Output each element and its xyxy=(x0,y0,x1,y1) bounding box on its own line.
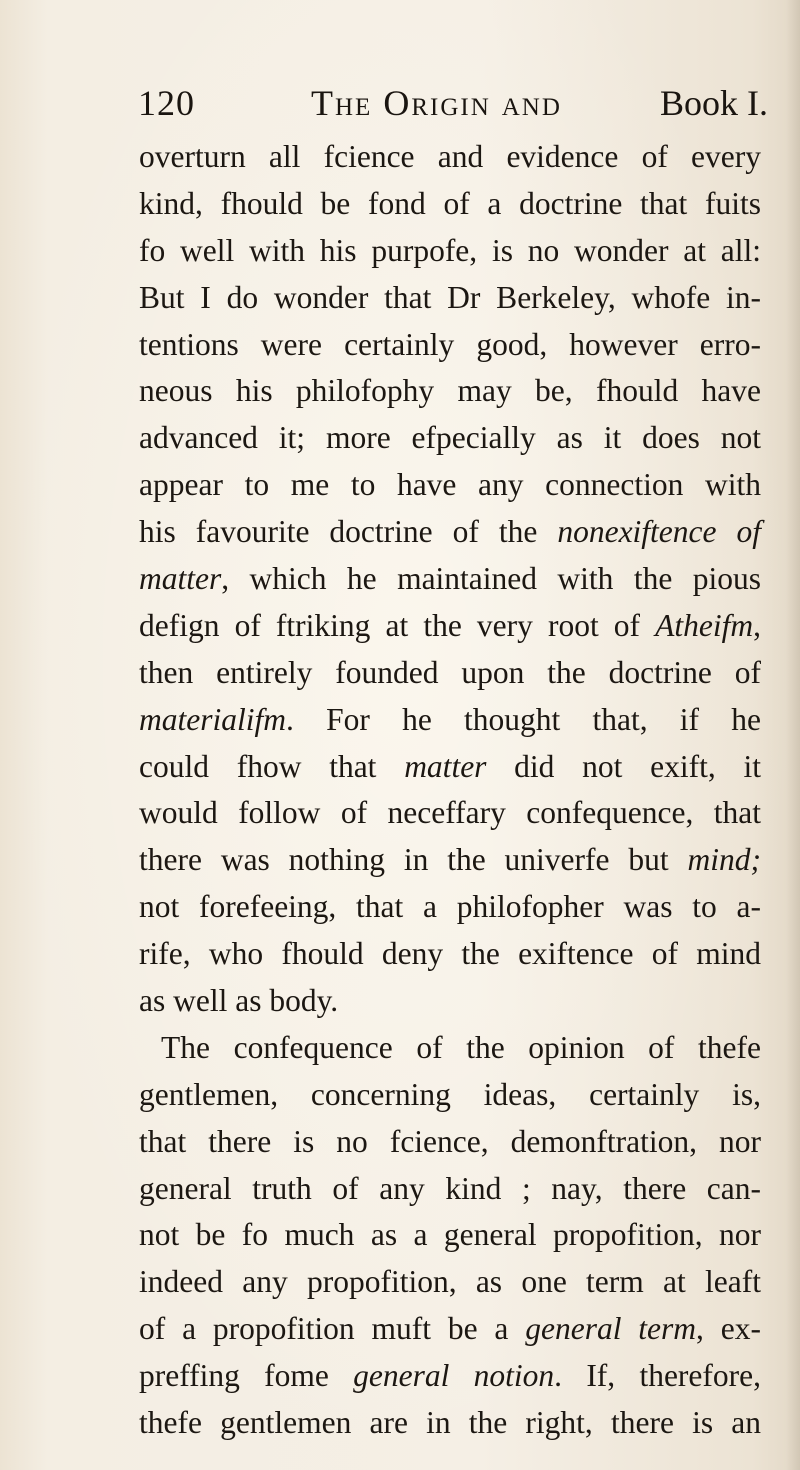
text-line xyxy=(139,509,761,556)
italic-span: general notion xyxy=(353,1358,555,1394)
text-span: advanced it; more efpecially as it does not xyxy=(139,420,761,456)
italic-span: Atheifm xyxy=(655,607,754,643)
running-head: The Origin and xyxy=(311,83,562,123)
text-span: his favourite doctrine of the xyxy=(139,514,558,550)
text-line xyxy=(139,462,761,509)
text-span: tentions were certainly good, however erro- xyxy=(139,326,761,362)
text-span: fo well with his purpofe, is no wonder at all: xyxy=(139,232,761,268)
text-line xyxy=(139,415,761,462)
text-span: preffing fome xyxy=(139,1358,354,1394)
text-line xyxy=(139,134,761,181)
italic-span: materialifm xyxy=(139,701,286,737)
text-span: defign of ftriking at the very root of xyxy=(139,607,656,643)
text-span: overturn all fcience and evidence of every xyxy=(139,139,761,174)
page-edge-shadow xyxy=(786,0,800,1470)
text-span: that there is no fcience, demonftration, nor xyxy=(139,1123,761,1159)
text-span: as well as body. xyxy=(139,983,339,1019)
text-span: , ex- xyxy=(696,1311,761,1347)
italic-span: matter xyxy=(404,748,487,784)
page-header xyxy=(138,78,768,128)
text-span: general truth of any kind ; nay, there can- xyxy=(139,1170,761,1206)
text-line xyxy=(139,1259,761,1306)
text-span: did not exift, it xyxy=(486,748,761,784)
text-line xyxy=(139,181,761,228)
text-line xyxy=(139,884,761,931)
text-span: there was nothing in the univerfe but xyxy=(139,842,688,878)
text-span: , which he maintained with the pious xyxy=(221,561,761,597)
text-span: indeed any propofition, as one term at leaft xyxy=(139,1264,761,1300)
text-line xyxy=(139,931,761,978)
italic-span: mind; xyxy=(687,842,761,878)
text-line xyxy=(139,1166,761,1213)
text-span: not be fo much as a general propofition, nor xyxy=(139,1217,761,1253)
text-line xyxy=(139,275,761,322)
text-line xyxy=(139,556,761,603)
text-line xyxy=(139,603,761,650)
text-line xyxy=(139,228,761,275)
text-span: rife, who fhould deny the exiftence of mind xyxy=(139,936,761,972)
text-span: of a propofition muft be a xyxy=(139,1311,526,1347)
text-span: kind, fhould be fond of a doctrine that fuits xyxy=(139,185,761,221)
text-line xyxy=(139,650,761,697)
text-line xyxy=(139,1306,761,1353)
body-text xyxy=(139,134,761,1447)
italic-span: nonexiftence of xyxy=(557,514,761,550)
page-number: 120 xyxy=(138,83,195,123)
italic-span: matter xyxy=(139,561,222,597)
text-span: thefe gentlemen are in the right, there is an xyxy=(139,1405,761,1441)
text-span: But I do wonder that Dr Berkeley, whofe in- xyxy=(139,279,761,315)
text-line xyxy=(139,1212,761,1259)
text-line xyxy=(139,1072,761,1119)
italic-span: general term xyxy=(525,1311,697,1347)
text-span: not forefeeing, that a philofopher was to a- xyxy=(139,889,761,925)
text-line xyxy=(139,1400,761,1447)
text-line xyxy=(139,790,761,837)
text-line xyxy=(139,837,761,884)
text-line xyxy=(139,1353,761,1400)
book-label: Book I. xyxy=(660,83,768,123)
text-line xyxy=(139,1119,761,1166)
text-line xyxy=(139,368,761,415)
text-line xyxy=(139,697,761,744)
text-line xyxy=(139,322,761,369)
text-span: gentlemen, concerning ideas, certainly is, xyxy=(139,1076,761,1112)
text-line xyxy=(139,744,761,791)
text-line xyxy=(139,1025,761,1072)
text-span: then entirely founded upon the doctrine of xyxy=(139,654,761,690)
text-span: The confequence of the opinion of thefe xyxy=(161,1029,761,1065)
text-span: . For he thought that, if he xyxy=(286,701,761,737)
text-span: could fhow that xyxy=(139,748,405,784)
text-span: . If, therefore, xyxy=(554,1358,761,1394)
text-line xyxy=(139,978,761,1025)
text-span: appear to me to have any connection with xyxy=(139,467,761,503)
text-span: would follow of neceffary confequence, that xyxy=(139,795,761,831)
text-span: neous his philofophy may be, fhould have xyxy=(139,373,761,409)
text-span: , xyxy=(753,607,761,643)
